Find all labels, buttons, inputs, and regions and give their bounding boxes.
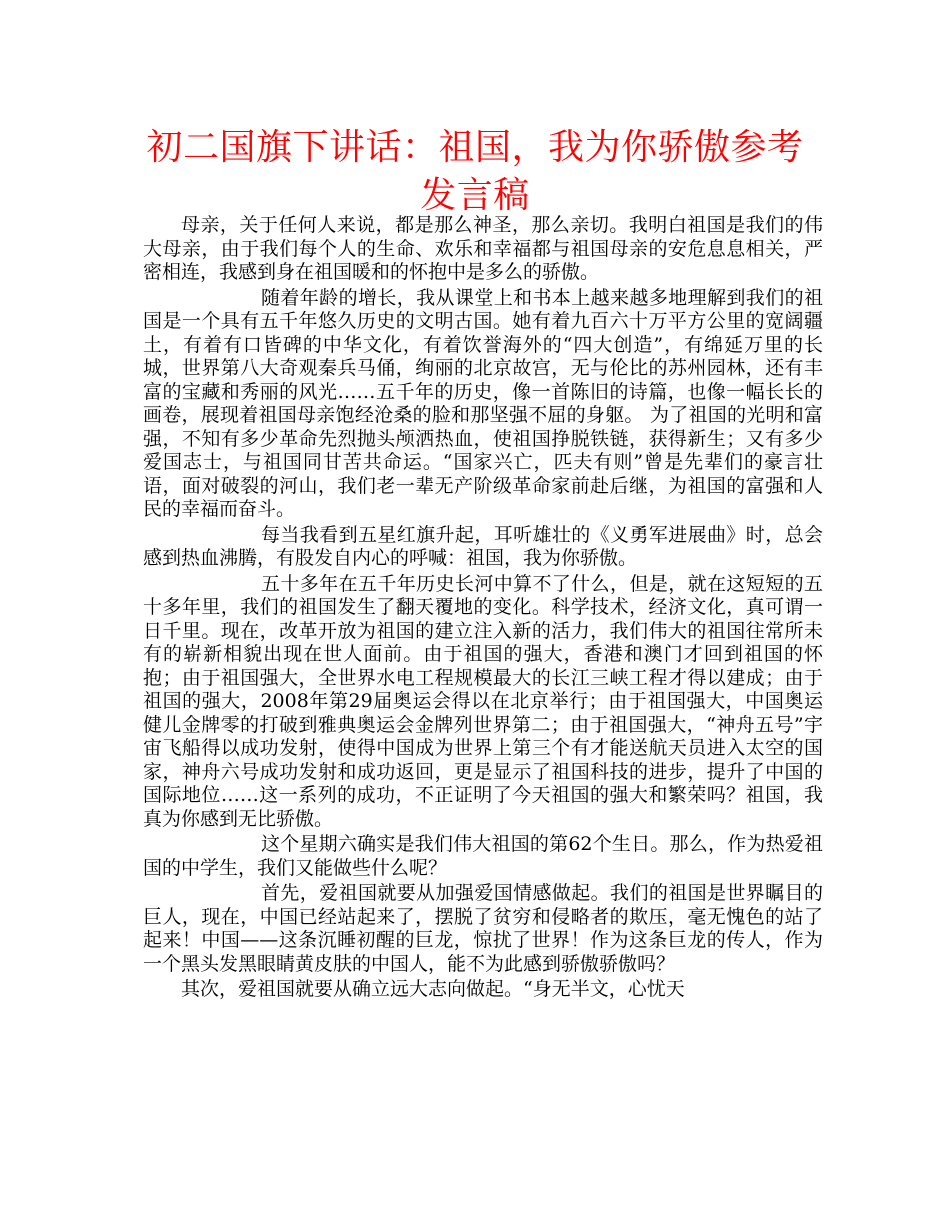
- paragraph-5: 这个星期六确实是我们伟大祖国的第62个生日。那么，作为热爱祖国的中学生，我们又能做些什么呢？: [143, 833, 823, 879]
- paragraph-2: 随着年龄的增长，我从课堂上和书本上越来越多地理解到我们的祖国是一个具有五千年悠久历史的文明古国。她有着九百六十万平方公里的宽阔疆土，有着有口皆碑的中华文化，有着饮誉海外的“四大创造”，有绵延万里的长城，世界第八大奇观秦兵马俑，绚丽的北京故宫，无与伦比的苏州园林，还有丰富的宝藏和秀丽的风光……五千年的历史，像一首陈旧的诗篇，也像一幅长长的画卷，展现着祖国母亲饱经沧桑的脸和那坚强不屈的身躯。 为了祖国的光明和富强，不知有多少革命先烈抛头颅洒热血，使祖国挣脱铁链，获得新生；又有多少爱国志士，与祖国同甘苦共命运。“国家兴亡，匹夫有则”曾是先辈们的豪言壮语，面对破裂的河山，我们老一辈无产阶级革命家前赴后继，为祖国的富强和人民的幸福而奋斗。: [143, 286, 823, 520]
- document-title: 初二国旗下讲话：祖国，我为你骄傲参考发言稿: [146, 127, 804, 216]
- paragraph-1: 母亲，关于任何人来说，都是那么神圣，那么亲切。我明白祖国是我们的伟大母亲，由于我们每个人的生命、欢乐和幸福都与祖国母亲的安危息息相关，严密相连，我感到身在祖国暖和的怀抱中是多么的骄傲。: [143, 214, 823, 283]
- paragraph-7: 其次，爱祖国就要从确立远大志向做起。“身无半文，心忧天: [181, 978, 685, 1000]
- paragraph-4: 五十多年在五千年历史长河中算不了什么，但是，就在这短短的五十多年里，我们的祖国发生了翻天覆地的变化。科学技术，经济文化，真可谓一日千里。现在，改革开放为祖国的建立注入新的活力，我们伟大的祖国往常所未有的崭新相貌出现在世人面前。由于祖国的强大，香港和澳门才回到祖国的怀抱；由于祖国强大，全世界水电工程规模最大的长江三峡工程才得以建成；由于祖国的强大，2008年第29届奥运会得以在北京举行；由于祖国强大，中国奥运健儿金牌零的打破到雅典奥运会金牌列世界第二；由于祖国强大，“神舟五号”宇宙飞船得以成功发射，使得中国成为世界上第三个有才能送航天员进入太空的国家，神舟六号成功发射和成功返回，更是显示了祖国科技的进步，提升了中国的国际地位……这一系列的成功，不正证明了今天祖国的强大和繁荣吗？祖国，我真为你感到无比骄傲。: [143, 572, 823, 830]
- document-body: [143, 214, 823, 1004]
- paragraph-3: 每当我看到五星红旗升起，耳听雄壮的《义勇军进展曲》时，总会感到热血沸腾，有股发自内心的呼喊：祖国，我为你骄傲。: [143, 523, 823, 569]
- paragraph-6: 首先，爱祖国就要从加强爱国情感做起。我们的祖国是世界瞩目的巨人，现在，中国已经站起来了，摆脱了贫穷和侵略者的欺压，毫无愧色的站了起来！中国——这条沉睡初醒的巨龙，惊扰了世界！作为这条巨龙的传人，作为一个黑头发黑眼睛黄皮肤的中国人，能不为此感到骄傲骄傲吗？: [143, 882, 823, 975]
